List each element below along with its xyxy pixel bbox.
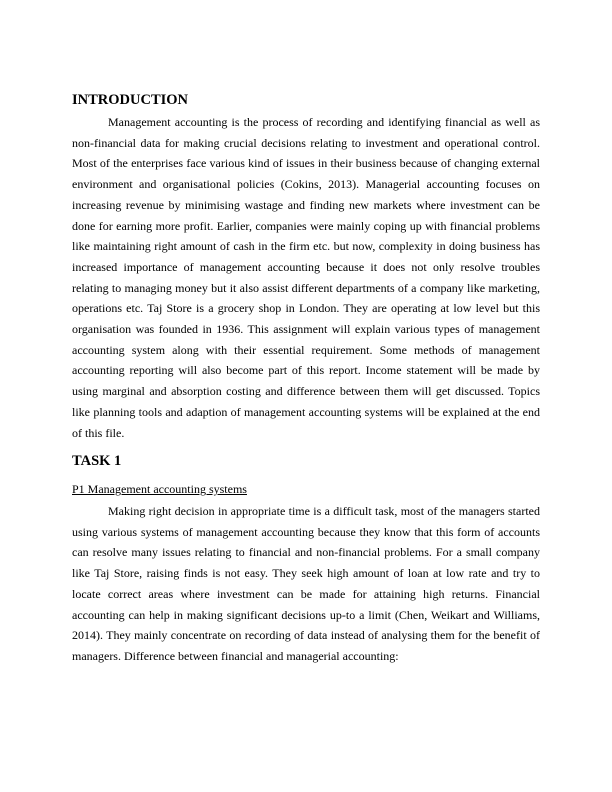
- task1-paragraph: Making right decision in appropriate time is a difficult task, most of the managers started using various systems of management accounting because they know that this form of accounts can resolve many issues relating to financial and non-financial problems. For a small company like Taj Store, raising finds is not easy. They seek high amount of loan at low rate and try to locate correct areas where investment can be made for attaining high returns. Financial accounting can help in making significant decisions up-to a limit (Chen, Weikart and Williams, 2014). They mainly concentrate on recording of data instead of analysing them for the benefit of managers. Difference between financial and managerial accounting:: [72, 504, 540, 663]
- introduction-paragraph: Management accounting is the process of recording and identifying financial as well as non-financial data for making crucial decisions relating to investment and operational control. Most of the enterprises face various kind of issues in their business because of changing external environment and organisational policies (Cokins, 2013). Managerial accounting focuses on increasing revenue by minimising wastage and finding new markets where investment can be done for earning more profit. Earlier, companies were mainly coping up with financial problems like maintaining right amount of cash in the firm etc. but now, complexity in doing business has increased importance of management accounting because it does not only resolve troubles relating to managing money but it also assist different departments of a company like marketing, operations etc. Taj Store is a grocery shop in London. They are operating at low level but this organisation was founded in 1936. This assignment will explain various types of management accounting system along with their essential requirement. Some methods of management accounting reporting will also become part of this report. Income statement will be made by using marginal and absorption costing and difference between them will get discussed. Topics like planning tools and adaption of management accounting systems will be explained at the end of this file.: [72, 115, 540, 440]
- task1-heading: TASK 1: [72, 453, 122, 469]
- introduction-heading: INTRODUCTION: [72, 92, 189, 108]
- introduction-section: [72, 112, 540, 443]
- task1-section: [72, 501, 540, 667]
- p1-subheading: P1 Management accounting systems: [72, 482, 247, 496]
